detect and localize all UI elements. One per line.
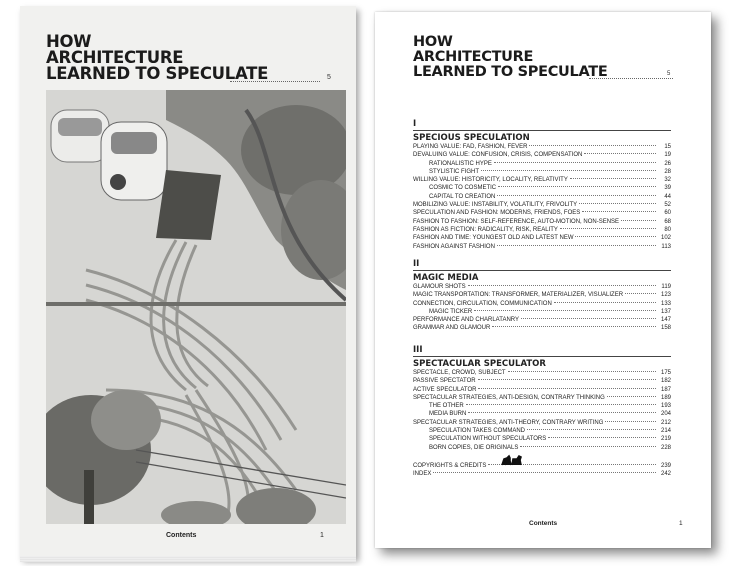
toc-subentry[interactable]: SPECULATION TAKES COMMAND 214 xyxy=(429,428,671,435)
section-heading: SPECTACULAR SPECULATOR xyxy=(413,359,546,369)
page-footer-number: 1 xyxy=(679,520,683,527)
cover-title-leader xyxy=(230,81,320,82)
toc-back-matter xyxy=(413,462,671,479)
section-number: II xyxy=(413,259,420,269)
toc-entry[interactable]: FASHION AS FICTION: RADICALITY, RISK, REALITY 80 xyxy=(413,226,671,233)
toc-entry[interactable]: FASHION AND TIME: YOUNGEST OLD AND LATEST NEW 102 xyxy=(413,235,671,242)
toc-entry[interactable]: SPECTACULAR STRATEGIES, ANTI-THEORY, CONTRARY WRITING 212 xyxy=(413,419,671,426)
contents-page xyxy=(375,12,711,548)
toc-entry[interactable]: PASSIVE SPECTATOR 182 xyxy=(413,378,671,385)
toc-subentry[interactable]: SPECULATION WITHOUT SPECULATORS 219 xyxy=(429,436,671,443)
toc-subentry[interactable]: CAPITAL TO CREATION 44 xyxy=(429,193,671,200)
toc-subentry[interactable]: THE OTHER 193 xyxy=(429,403,671,410)
toc-entry[interactable]: COPYRIGHTS & CREDITS 239 xyxy=(413,462,671,470)
book-cover xyxy=(20,6,356,558)
cover-photo xyxy=(46,90,346,524)
cover-footer-label: Contents xyxy=(166,532,197,539)
section-rule xyxy=(413,356,671,357)
page-title-page: 5 xyxy=(667,71,671,77)
toc-section-1 xyxy=(413,120,671,251)
section-heading: SPECIOUS SPECULATION xyxy=(413,133,530,143)
toc-entry[interactable]: INDEX 242 xyxy=(413,471,671,478)
cover-title xyxy=(46,34,268,82)
page-footer-label: Contents xyxy=(529,520,558,527)
cover-title-line: HOW xyxy=(46,32,92,51)
section-rule xyxy=(413,270,671,271)
toc-entry[interactable]: GLAMOUR SHOTS 119 xyxy=(413,284,671,290)
page-title-leader xyxy=(589,78,673,79)
page-title xyxy=(413,35,607,80)
toc-subentry[interactable]: COSMIC TO COSMETIC 39 xyxy=(429,185,671,192)
toc-entry[interactable]: MAGIC TRANSPORTATION: TRANSFORMER, MATERIALIZER, VISUALIZER 123 xyxy=(413,292,671,299)
toc-entries xyxy=(413,369,671,452)
page-title-line: LEARNED TO SPECULATE xyxy=(413,64,608,80)
toc-entry[interactable]: SPECULATION AND FASHION: MODERNS, FRIENDS, FOES 60 xyxy=(413,210,671,217)
toc-section-3 xyxy=(413,346,671,452)
cover-title-line: ARCHITECTURE xyxy=(46,48,184,67)
toc-subentry[interactable]: MEDIA BURN 204 xyxy=(429,411,671,418)
two-dogs-icon xyxy=(501,453,523,467)
toc-section-2 xyxy=(413,260,671,333)
toc-entry[interactable]: ACTIVE SPECULATOR 187 xyxy=(413,386,671,393)
toc-subentry[interactable]: MAGIC TICKER 137 xyxy=(429,308,671,315)
toc-entries xyxy=(413,283,671,333)
toc-entry[interactable]: FASHION TO FASHION: SELF-REFERENCE, AUTO-MOTION, NON-SENSE 68 xyxy=(413,218,671,225)
cover-footer-page: 1 xyxy=(320,532,324,539)
section-heading: MAGIC MEDIA xyxy=(413,273,479,283)
toc-entry[interactable]: PLAYING VALUE: FAD, FASHION, FEVER 15 xyxy=(413,144,671,150)
page-edges xyxy=(20,556,356,562)
toc-entry[interactable]: CONNECTION, CIRCULATION, COMMUNICATION 133 xyxy=(413,300,671,307)
toc-entry[interactable]: GRAMMAR AND GLAMOUR 158 xyxy=(413,325,671,332)
toc-subentry[interactable]: STYLISTIC FIGHT 28 xyxy=(429,168,671,175)
toc-entry[interactable]: SPECTACULAR STRATEGIES, ANTI-DESIGN, CONTRARY THINKING 189 xyxy=(413,394,671,401)
toc-entries xyxy=(413,143,671,251)
toc-entry[interactable]: SPECTACLE, CROWD, SUBJECT 175 xyxy=(413,370,671,376)
page-title-line: ARCHITECTURE xyxy=(413,49,534,65)
page-title-line: HOW xyxy=(413,34,453,50)
toc-entry[interactable]: FASHION AGAINST FASHION 113 xyxy=(413,243,671,250)
toc-subentry[interactable]: RATIONALISTIC HYPE 26 xyxy=(429,160,671,167)
toc-entry[interactable]: PERFORMANCE AND CHARLATANRY 147 xyxy=(413,317,671,324)
toc-entry[interactable]: WILLING VALUE: HISTORICITY, LOCALITY, RELATIVITY 32 xyxy=(413,177,671,184)
section-rule xyxy=(413,130,671,131)
cover-title-line: LEARNED TO SPECULATE xyxy=(46,64,269,83)
snowy-courtyard-photo xyxy=(46,90,346,524)
cover-title-page: 5 xyxy=(327,74,331,81)
section-number: I xyxy=(413,119,417,129)
toc-entry[interactable]: MOBILIZING VALUE: INSTABILITY, VOLATILITY, FRIVOLITY 52 xyxy=(413,202,671,209)
section-number: III xyxy=(413,345,423,355)
toc-subentry[interactable]: BORN COPIES, DIE ORIGINALS 228 xyxy=(429,444,671,451)
toc-entry[interactable]: DEVALUING VALUE: CONFUSION, CRISIS, COMPENSATION 19 xyxy=(413,152,671,159)
